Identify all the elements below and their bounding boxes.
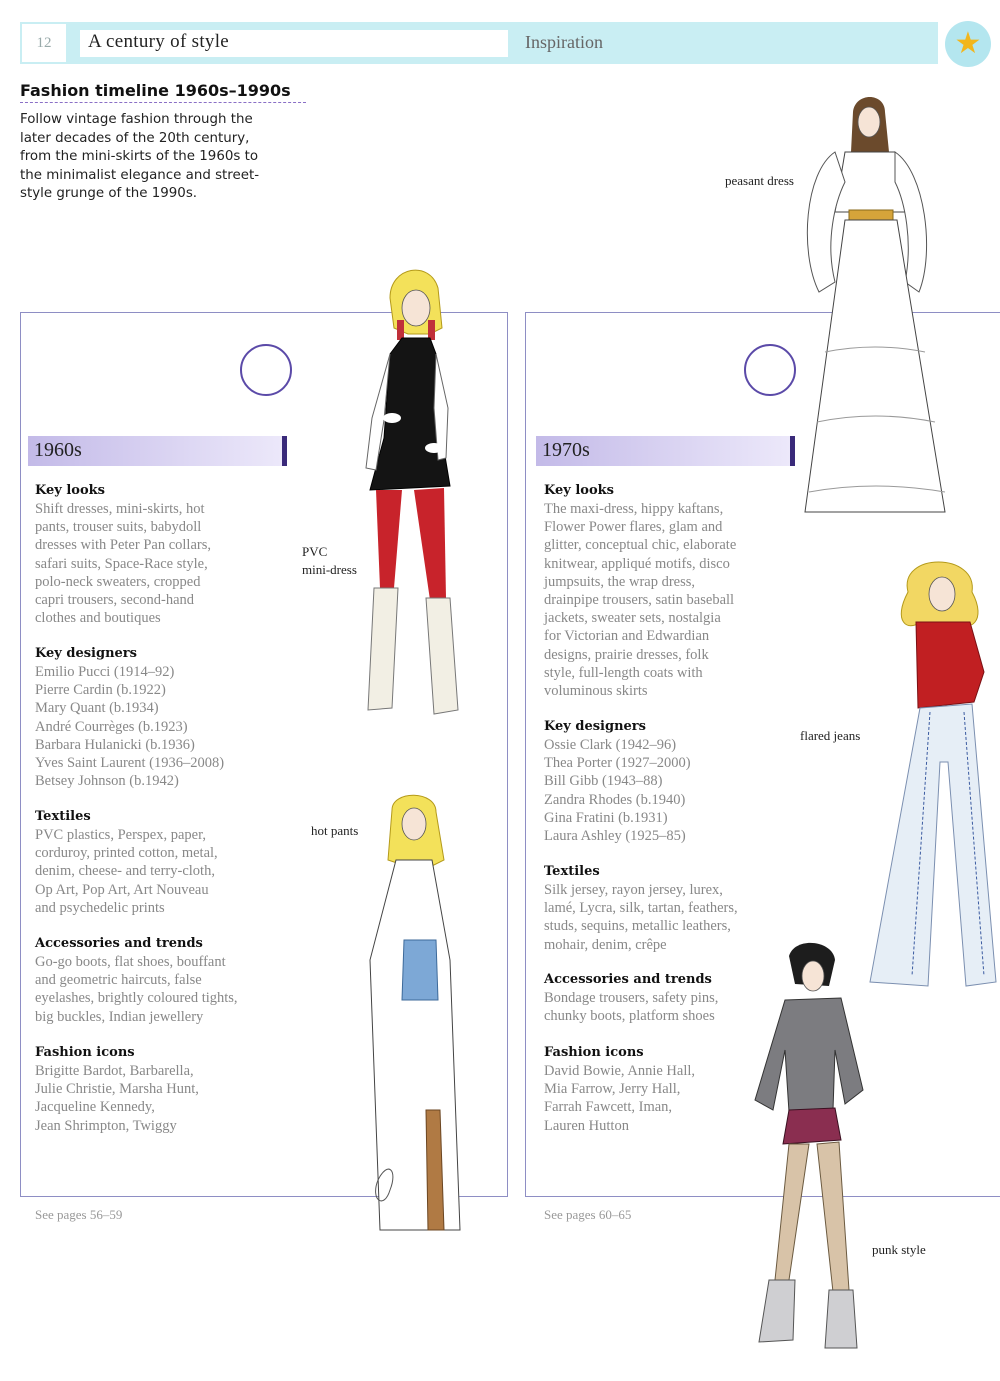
- section-line: polo-neck sweaters, cropped: [35, 573, 201, 590]
- page-header-title: A century of style: [88, 31, 230, 52]
- page-title: Fashion timeline 1960s–1990s: [20, 81, 291, 100]
- punk-style-illustration: [745, 940, 885, 1360]
- star-icon: ★: [954, 26, 982, 61]
- pvc-mini-dress-illustration: [350, 258, 470, 728]
- section-heading: Textiles: [544, 864, 600, 879]
- section-heading: Key looks: [544, 483, 614, 498]
- section-line: eyelashes, brightly coloured tights,: [35, 990, 238, 1007]
- section-line: Jacqueline Kennedy,: [35, 1099, 155, 1116]
- section-heading: Accessories and trends: [35, 936, 203, 951]
- section-line: studs, sequins, metallic leathers,: [544, 918, 731, 935]
- section-line: for Victorian and Edwardian: [544, 628, 710, 645]
- section-heading: Accessories and trends: [544, 972, 712, 987]
- section-line: capri trousers, second-hand: [35, 592, 195, 609]
- section-fashion-icons-1960s: [35, 1044, 295, 1135]
- section-line: drainpipe trousers, satin baseball: [544, 592, 735, 609]
- section-line: lamé, Lycra, silk, tartan, feathers,: [544, 900, 738, 917]
- section-key-looks-1970s: [544, 482, 804, 700]
- caption-flared-jeans: flared jeans: [800, 728, 861, 743]
- section-line: and geometric haircuts, false: [35, 972, 202, 989]
- decade-circle-icon: [744, 344, 796, 396]
- section-line: chunky boots, platform shoes: [544, 1008, 715, 1025]
- peasant-dress-illustration: [795, 92, 965, 532]
- caption-pvc-mini-dress: [302, 543, 357, 579]
- decade-label: 1970s: [542, 439, 590, 461]
- decade-circle-icon: [240, 344, 292, 396]
- intro-text: [20, 111, 290, 204]
- section-line: Silk jersey, rayon jersey, lurex,: [544, 882, 723, 898]
- section-line: pants, trouser suits, babydoll: [35, 519, 202, 536]
- section-heading: Fashion icons: [544, 1045, 644, 1060]
- decade-label: 1960s: [34, 439, 82, 461]
- section-line: style, full-length coats with: [544, 664, 703, 681]
- section-line: denim, cheese- and terry-cloth,: [35, 863, 215, 880]
- flared-jeans-illustration: [868, 552, 998, 992]
- section-line: Brigitte Bardot, Barbarella,: [35, 1063, 194, 1079]
- section-line: Bill Gibb (1943–88): [544, 773, 663, 790]
- section-heading: Fashion icons: [35, 1045, 135, 1060]
- section-line: Gina Fratini (b.1931): [544, 809, 668, 826]
- section-line: Barbara Hulanicki (b.1936): [35, 736, 195, 753]
- section-line: designs, prairie dresses, folk: [544, 646, 709, 663]
- decade-header-1960s: [28, 436, 287, 466]
- section-textiles-1960s: [35, 808, 295, 917]
- section-line: Farrah Fawcett, Iman,: [544, 1099, 673, 1116]
- section-line: Emilio Pucci (1914–92): [35, 664, 175, 680]
- intro-line: later decades of the 20th century,: [20, 130, 250, 146]
- caption-punk-style: punk style: [872, 1242, 926, 1257]
- section-accessories-1960s: [35, 935, 295, 1026]
- caption-hot-pants: hot pants: [311, 823, 359, 838]
- section-heading: Key designers: [544, 719, 646, 734]
- section-line: Thea Porter (1927–2000): [544, 755, 691, 772]
- section-key-looks-1960s: [35, 482, 295, 627]
- caption-peasant-dress: peasant dress: [725, 173, 794, 188]
- intro-line: from the mini-skirts of the 1960s to: [20, 149, 259, 164]
- section-line: Lauren Hutton: [544, 1117, 629, 1134]
- section-heading: Key designers: [35, 646, 137, 661]
- section-line: Flower Power flares, glam and: [544, 519, 723, 536]
- section-heading: Textiles: [35, 809, 91, 824]
- hot-pants-illustration: [340, 790, 490, 1240]
- section-line: glitter, conceptual chic, elaborate: [544, 537, 737, 554]
- section-line: André Courrèges (b.1923): [35, 718, 188, 735]
- section-line: big buckles, Indian jewellery: [35, 1008, 204, 1025]
- section-line: and psychedelic prints: [35, 899, 165, 916]
- page-number: 12: [22, 24, 66, 62]
- title-underline: [20, 102, 306, 103]
- section-line: Shift dresses, mini-skirts, hot: [35, 501, 205, 517]
- intro-line: Follow vintage fashion through the: [20, 112, 253, 127]
- section-line: Mary Quant (b.1934): [35, 700, 159, 717]
- section-line: dresses with Peter Pan collars,: [35, 537, 211, 554]
- section-line: Yves Saint Laurent (1936–2008): [35, 755, 225, 772]
- section-key-designers-1970s: [544, 718, 804, 845]
- section-line: voluminous skirts: [544, 683, 648, 700]
- section-line: The maxi-dress, hippy kaftans,: [544, 501, 724, 517]
- star-badge: [945, 21, 991, 67]
- section-line: Jean Shrimpton, Twiggy: [35, 1117, 177, 1134]
- decade-header-1970s: [536, 436, 795, 466]
- section-line: knitwear, appliqué motifs, disco: [544, 555, 730, 572]
- section-heading: Key looks: [35, 483, 105, 498]
- section-line: Go-go boots, flat shoes, bouffant: [35, 954, 226, 970]
- section-line: Bondage trousers, safety pins,: [544, 990, 719, 1006]
- see-pages-1960s: See pages 56–59: [35, 1207, 123, 1222]
- section-line: Op Art, Pop Art, Art Nouveau: [35, 881, 209, 898]
- section-line: Zandra Rhodes (b.1940): [544, 791, 686, 808]
- section-line: Mia Farrow, Jerry Hall,: [544, 1081, 681, 1098]
- see-pages-1970s: See pages 60–65: [544, 1207, 632, 1222]
- section-line: jumpsuits, the wrap dress,: [544, 573, 696, 590]
- section-line: corduroy, printed cotton, metal,: [35, 845, 218, 862]
- section-line: Ossie Clark (1942–96): [544, 737, 677, 753]
- section-line: mohair, denim, crêpe: [544, 936, 667, 953]
- section-line: Pierre Cardin (b.1922): [35, 682, 166, 699]
- section-line: Betsey Johnson (b.1942): [35, 773, 179, 790]
- intro-line: style grunge of the 1990s.: [20, 186, 198, 201]
- section-line: clothes and boutiques: [35, 610, 161, 627]
- caption-line: PVC: [302, 544, 328, 559]
- section-line: PVC plastics, Perspex, paper,: [35, 827, 206, 843]
- section-line: Laura Ashley (1925–85): [544, 828, 686, 845]
- section-key-designers-1960s: [35, 645, 295, 790]
- section-line: Julie Christie, Marsha Hunt,: [35, 1081, 199, 1098]
- section-line: David Bowie, Annie Hall,: [544, 1063, 696, 1079]
- section-label: Inspiration: [525, 32, 603, 52]
- section-line: safari suits, Space-Race style,: [35, 555, 208, 572]
- section-line: jackets, sweater sets, nostalgia: [544, 610, 721, 627]
- caption-line: mini-dress: [302, 562, 357, 577]
- intro-line: the minimalist elegance and street-: [20, 167, 260, 183]
